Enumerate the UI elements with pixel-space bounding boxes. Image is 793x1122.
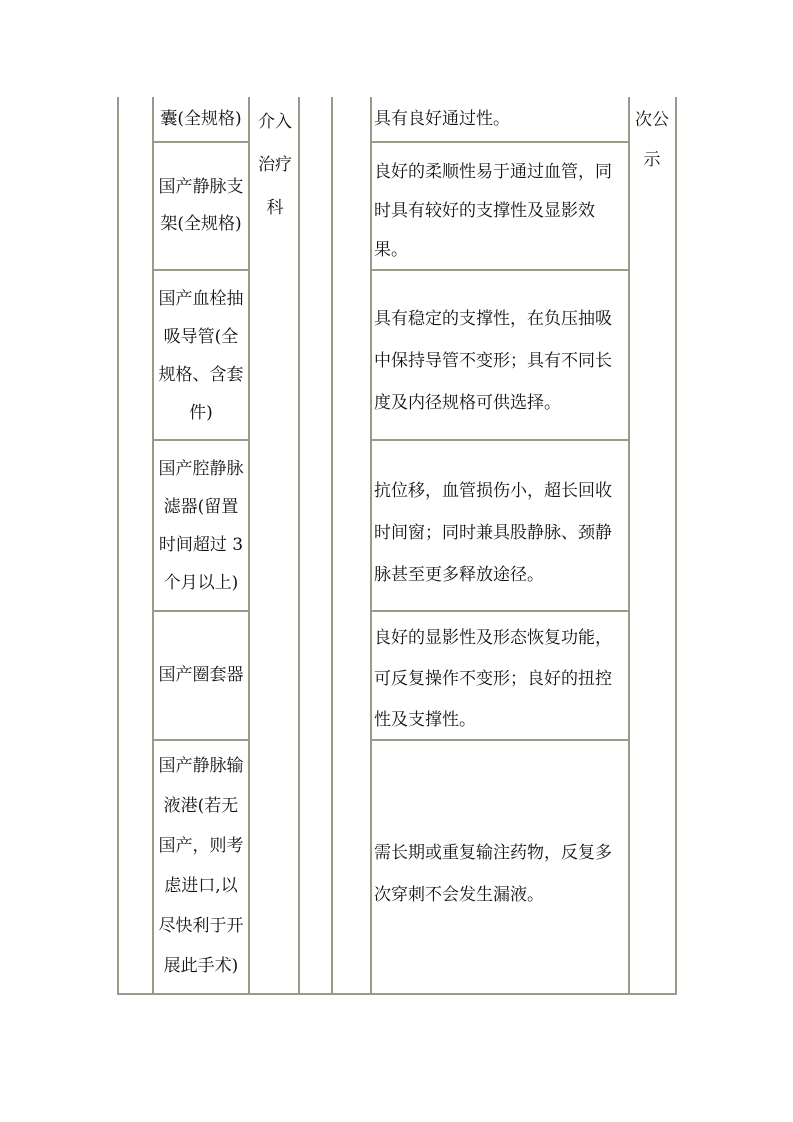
row-divider — [370, 439, 630, 441]
product-name-line: 虑进口,以 — [164, 876, 238, 896]
table-border-bottom — [117, 993, 677, 995]
description-cell — [374, 618, 628, 741]
row-divider — [152, 739, 250, 741]
product-name-cell — [153, 104, 249, 134]
description-line: 可反复操作不变形；良好的扭控 — [374, 669, 612, 689]
description-line: 具有稳定的支撑性，在负压抽吸 — [374, 309, 612, 329]
table-border-right — [675, 97, 677, 995]
table-border-left — [117, 97, 119, 995]
description-line: 时间窗；同时兼具股静脉、颈静 — [374, 523, 612, 543]
product-name-line: 件) — [189, 403, 213, 423]
description-cell — [374, 470, 628, 596]
description-line: 性及支撑性。 — [374, 710, 476, 730]
product-name-line: 国产腔静脉 — [158, 459, 244, 479]
description-cell — [374, 104, 628, 134]
row-divider — [152, 269, 250, 271]
product-name-line: 囊(全规格) — [160, 109, 242, 129]
table-col-divider — [370, 97, 372, 995]
description-line: 果。 — [374, 240, 408, 260]
product-name-line: 国产，则考 — [158, 836, 244, 856]
product-name-cell — [153, 660, 249, 690]
product-name-cell — [153, 280, 249, 432]
product-name-line: 国产静脉输 — [158, 756, 244, 776]
product-name-cell — [153, 746, 249, 986]
description-line: 时具有较好的支撑性及显影效 — [374, 201, 595, 221]
description-line: 具有良好通过性。 — [374, 109, 510, 129]
department-line: 治疗 — [258, 155, 292, 175]
product-name-line: 时间超过 3 — [158, 535, 244, 555]
product-name-line: 液港(若无 — [163, 796, 239, 816]
department-cell — [250, 101, 300, 230]
description-line: 良好的显影性及形态恢复功能， — [374, 628, 612, 648]
description-line: 次穿刺不会发生漏液。 — [374, 885, 544, 905]
note-cell — [629, 100, 675, 180]
product-name-line: 吸导管(全 — [163, 327, 239, 347]
description-line: 脉甚至更多释放途径。 — [374, 565, 544, 585]
description-cell — [374, 153, 628, 270]
product-name-line: 展此手术) — [163, 956, 239, 976]
table-col-divider — [298, 97, 300, 995]
note-line: 示 — [643, 150, 661, 170]
row-divider — [152, 610, 250, 612]
product-name-line: 滤器(留置 — [163, 497, 239, 517]
product-name-line: 规格、含套 — [158, 365, 244, 385]
product-name-line: 国产静脉支 — [158, 177, 244, 197]
department-line: 科 — [266, 198, 284, 218]
table-col-divider — [331, 97, 333, 995]
product-name-cell — [153, 450, 249, 602]
description-line: 需长期或重复输注药物，反复多 — [374, 843, 612, 863]
product-name-cell — [153, 169, 249, 243]
row-divider — [152, 141, 250, 143]
description-cell — [374, 832, 628, 916]
description-line: 抗位移，血管损伤小，超长回收 — [374, 481, 612, 501]
department-line: 介入 — [258, 112, 292, 132]
description-line: 中保持导管不变形；具有不同长 — [374, 351, 612, 371]
row-divider — [370, 610, 630, 612]
row-divider — [370, 141, 630, 143]
note-line: 次公 — [635, 110, 669, 130]
description-line: 度及内径规格可供选择。 — [374, 393, 561, 413]
product-name-line: 国产血栓抽 — [158, 289, 244, 309]
description-line: 良好的柔顺性易于通过血管，同 — [374, 162, 612, 182]
row-divider — [152, 439, 250, 441]
product-name-line: 国产圈套器 — [158, 665, 244, 685]
product-name-line: 尽快利于开 — [158, 916, 244, 936]
description-cell — [374, 298, 628, 424]
product-name-line: 个月以上) — [163, 573, 239, 593]
product-name-line: 架(全规格) — [160, 214, 242, 234]
table-col-divider — [628, 97, 630, 995]
